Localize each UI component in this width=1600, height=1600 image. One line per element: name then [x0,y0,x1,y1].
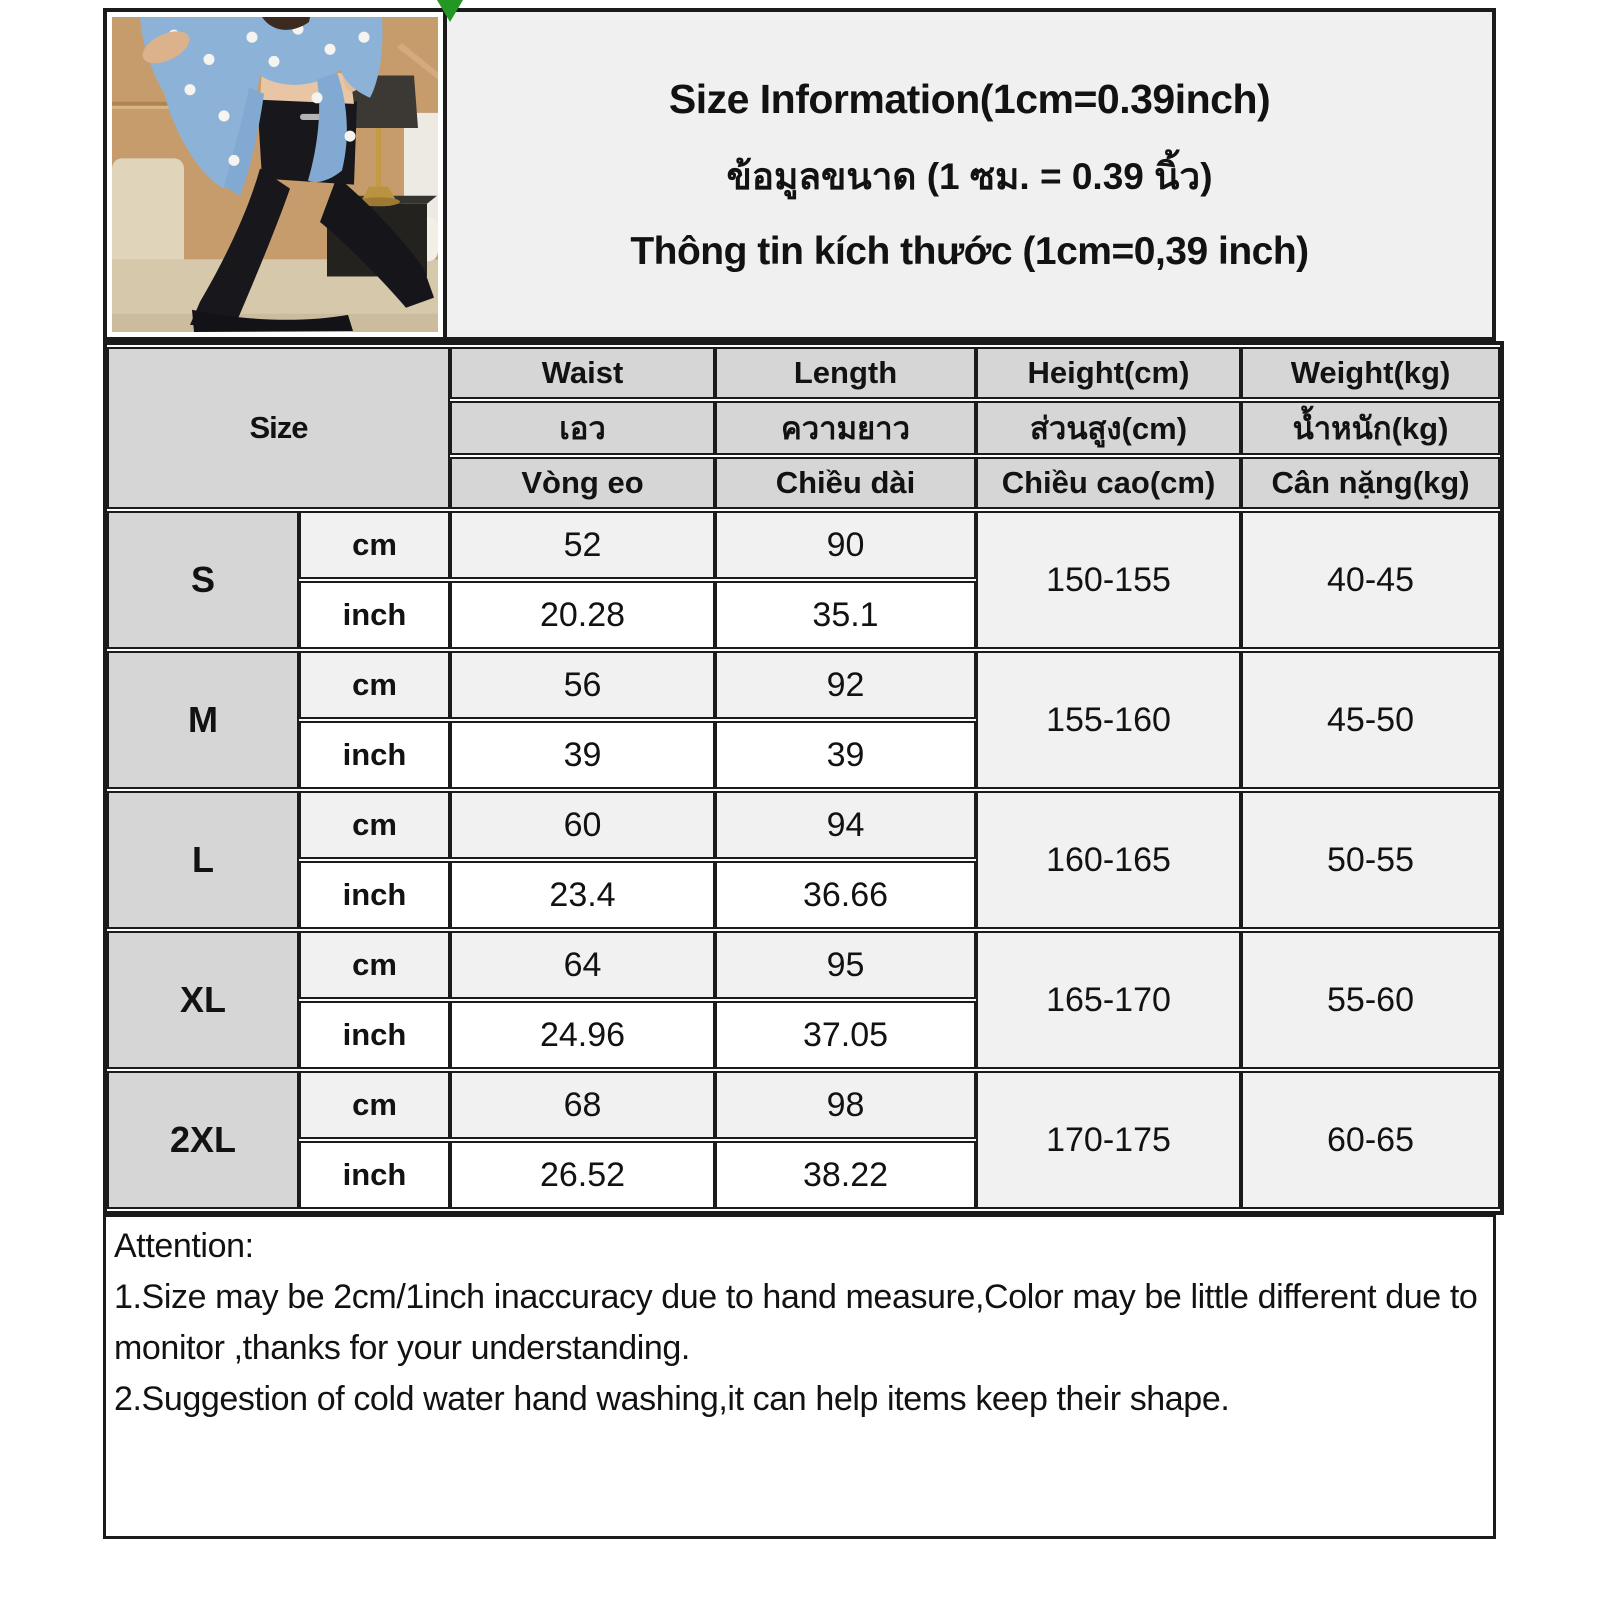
size-label: L [107,791,299,929]
size-chart-content [103,8,1496,1539]
col-length-th: ความยาว [715,401,976,455]
waist-inch-value: 20.28 [450,581,715,649]
unit-label-inch: inch [299,1141,450,1209]
attention-title: Attention: [114,1227,254,1265]
waist-cm-value: 68 [450,1071,715,1139]
col-waist-en: Waist [450,347,715,399]
length-inch-value: 36.66 [715,861,976,929]
size-column-header: Size [107,347,450,509]
unit-label-inch: inch [299,721,450,789]
title-thai: ข้อมูลขนาด (1 ซม. = 0.39 นิ้ว) [726,155,1213,197]
size-label: XL [107,931,299,1069]
weight-range: 40-45 [1241,511,1500,649]
unit-label-inch: inch [299,861,450,929]
size-table [103,341,1504,1215]
length-cm-value: 92 [715,651,976,719]
col-height-vi: Chiều cao(cm) [976,457,1241,509]
col-waist-th: เอว [450,401,715,455]
col-height-th: ส่วนสูง(cm) [976,401,1241,455]
title-vietnamese: Thông tin kích thước (1cm=0,39 inch) [630,229,1309,273]
col-length-en: Length [715,347,976,399]
weight-range: 55-60 [1241,931,1500,1069]
attention-note-1: 1.Size may be 2cm/1inch inaccuracy due to hand measure,Color may be little different due to monitor ,thanks for your understanding. [114,1278,1478,1367]
length-inch-value: 35.1 [715,581,976,649]
col-height-en: Height(cm) [976,347,1241,399]
unit-label-cm: cm [299,651,450,719]
attention-note-2: 2.Suggestion of cold water hand washing,it can help items keep their shape. [114,1380,1230,1418]
length-inch-value: 38.22 [715,1141,976,1209]
title-english: Size Information(1cm=0.39inch) [668,75,1271,122]
waist-inch-value: 23.4 [450,861,715,929]
size-row-2xl-cm [107,1071,1500,1139]
length-inch-value: 39 [715,721,976,789]
size-label: S [107,511,299,649]
waist-cm-value: 60 [450,791,715,859]
unit-label-cm: cm [299,511,450,579]
size-row-s-cm [107,511,1500,579]
waist-cm-value: 56 [450,651,715,719]
waist-inch-value: 26.52 [450,1141,715,1209]
col-waist-vi: Vòng eo [450,457,715,509]
size-info-header [447,12,1492,337]
waist-inch-value: 24.96 [450,1001,715,1069]
height-range: 160-165 [976,791,1241,929]
unit-label-cm: cm [299,1071,450,1139]
col-weight-vi: Cân nặng(kg) [1241,457,1500,509]
unit-label-cm: cm [299,931,450,999]
length-cm-value: 90 [715,511,976,579]
size-label: 2XL [107,1071,299,1209]
top-section [103,8,1496,341]
weight-range: 45-50 [1241,651,1500,789]
length-cm-value: 95 [715,931,976,999]
green-corner-marker-icon [437,0,463,22]
product-photo [107,12,447,337]
unit-label-cm: cm [299,791,450,859]
length-inch-value: 37.05 [715,1001,976,1069]
height-range: 165-170 [976,931,1241,1069]
size-row-xl-cm [107,931,1500,999]
length-cm-value: 94 [715,791,976,859]
length-cm-value: 98 [715,1071,976,1139]
unit-label-inch: inch [299,1001,450,1069]
product-photo-illustration [112,17,438,332]
size-table-header [107,347,1500,509]
height-range: 150-155 [976,511,1241,649]
weight-range: 50-55 [1241,791,1500,929]
size-label: M [107,651,299,789]
waist-inch-value: 39 [450,721,715,789]
unit-label-inch: inch [299,581,450,649]
size-row-m-cm [107,651,1500,719]
attention-box [103,1215,1496,1539]
height-range: 155-160 [976,651,1241,789]
col-length-vi: Chiều dài [715,457,976,509]
weight-range: 60-65 [1241,1071,1500,1209]
waist-cm-value: 52 [450,511,715,579]
waist-cm-value: 64 [450,931,715,999]
height-range: 170-175 [976,1071,1241,1209]
col-weight-en: Weight(kg) [1241,347,1500,399]
size-row-l-cm [107,791,1500,859]
size-table-body [107,511,1500,1209]
col-weight-th: น้ำหนัก(kg) [1241,401,1500,455]
